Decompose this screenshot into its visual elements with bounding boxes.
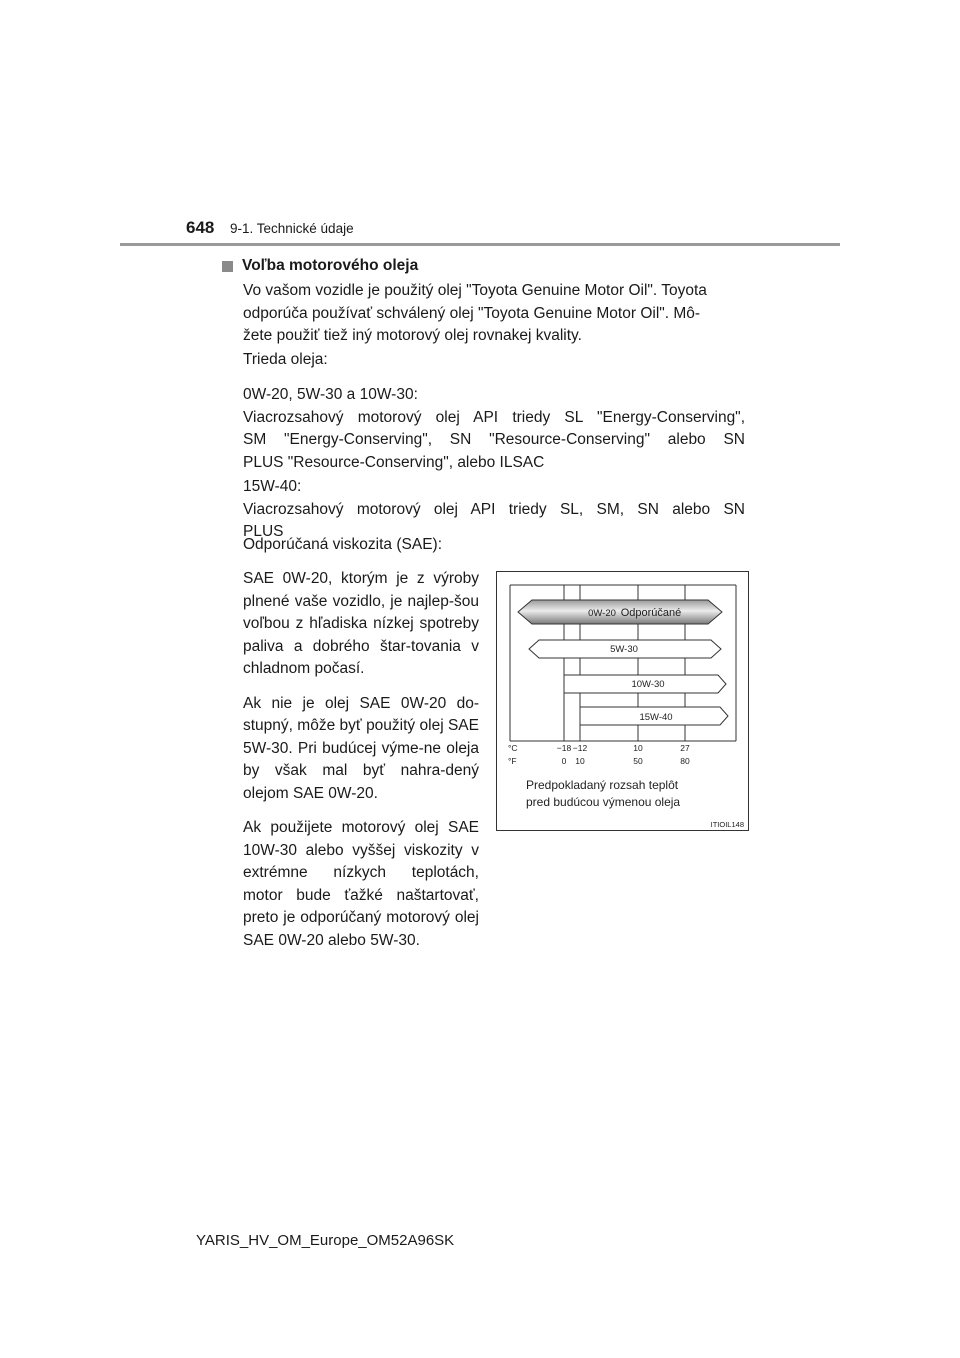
intro-line: žete použiť tiež iný motorový olej rovnakej kvality.: [243, 327, 582, 344]
grade-b-line: Viacrozsahový motorový olej API triedy SL, SM, SN alebo SN: [243, 500, 745, 518]
page-number: 648: [186, 218, 215, 237]
tick-f: 80: [680, 756, 690, 766]
tick-c: 10: [633, 743, 643, 753]
viscosity-explanation: [243, 568, 479, 964]
grade-label: Trieda oleja:: [243, 351, 328, 368]
grade-a-title: 0W-20, 5W-30 a 10W-30:: [243, 386, 418, 403]
section-title: 9-1. Technické údaje: [230, 221, 354, 236]
viscosity-chart: [496, 571, 749, 831]
unit-celsius: °C: [508, 743, 518, 753]
bar-0w-20-label: 0W-20: [588, 608, 616, 619]
figure-caption-line: pred budúcou výmenou oleja: [526, 795, 681, 809]
tick-c: 27: [680, 743, 690, 753]
viscosity-label: Odporúčaná viskozita (SAE):: [243, 536, 443, 553]
column-paragraph: Ak použijete motorový olej SAE 10W-30 alebo vyššej viskozity v extrémne nízkych teplotách, motor bude ťažké naštartovať, preto je odporúčaný motorový olej SAE 0W-20 alebo 5W-30.: [243, 819, 479, 949]
unit-fahrenheit: °F: [508, 756, 517, 766]
grade-a-paragraph: [243, 384, 745, 474]
bar-10w-30-label: 10W-30: [631, 679, 665, 690]
tick-c: −18: [556, 743, 572, 753]
tick-f: 50: [633, 756, 643, 766]
grade-b-line: PLUS: [243, 523, 284, 540]
heading-text: Voľba motorového oleja: [242, 257, 419, 274]
tick-f: 10: [575, 756, 585, 766]
bar-15w-40-label: 15W-40: [639, 712, 673, 723]
figure-code: ITIOIL148: [710, 820, 744, 829]
column-paragraph: SAE 0W-20, ktorým je z výroby plnené vaše vozidlo, je najlep-šou voľbou z hľadiska nízkej spotreby paliva a dobrého štar-tovania v chladnom počasí.: [243, 570, 479, 677]
viscosity-figure: [496, 571, 749, 831]
grade-a-line: SM "Energy-Conserving", SN "Resource-Conserving" alebo SN: [243, 431, 745, 448]
figure-caption-line: Predpokladaný rozsah teplôt: [526, 778, 679, 792]
bar-5w-30-label: 5W-30: [610, 644, 638, 655]
tick-f: 0: [561, 756, 567, 766]
tick-c: −12: [572, 743, 588, 753]
bar-0w-20-note: Odporúčané: [620, 607, 682, 619]
square-bullet-icon: [222, 261, 233, 272]
column-paragraph: Ak nie je olej SAE 0W-20 do-stupný, môže byť použitý olej SAE 5W-30. Pri budúcej výme-ne oleja by však mal byť nahra-dený olejom SAE 0W-20.: [243, 694, 479, 802]
footer-doc-id: YARIS_HV_OM_Europe_OM52A96SK: [196, 1232, 455, 1249]
section-heading: [222, 257, 418, 275]
intro-line: Vo vašom vozidle je použitý olej "Toyota Genuine Motor Oil". Toyota: [243, 282, 707, 299]
grade-a-line: Viacrozsahový motorový olej API triedy SL "Energy-Conserving",: [243, 408, 745, 426]
grade-b-title: 15W-40:: [243, 478, 302, 495]
grade-a-line: PLUS "Resource-Conserving", alebo ILSAC: [243, 453, 545, 471]
intro-line: odporúča používať schválený olej "Toyota Genuine Motor Oil". Mô-: [243, 304, 701, 322]
intro-paragraph: [243, 280, 745, 348]
header-rule: [120, 243, 840, 246]
